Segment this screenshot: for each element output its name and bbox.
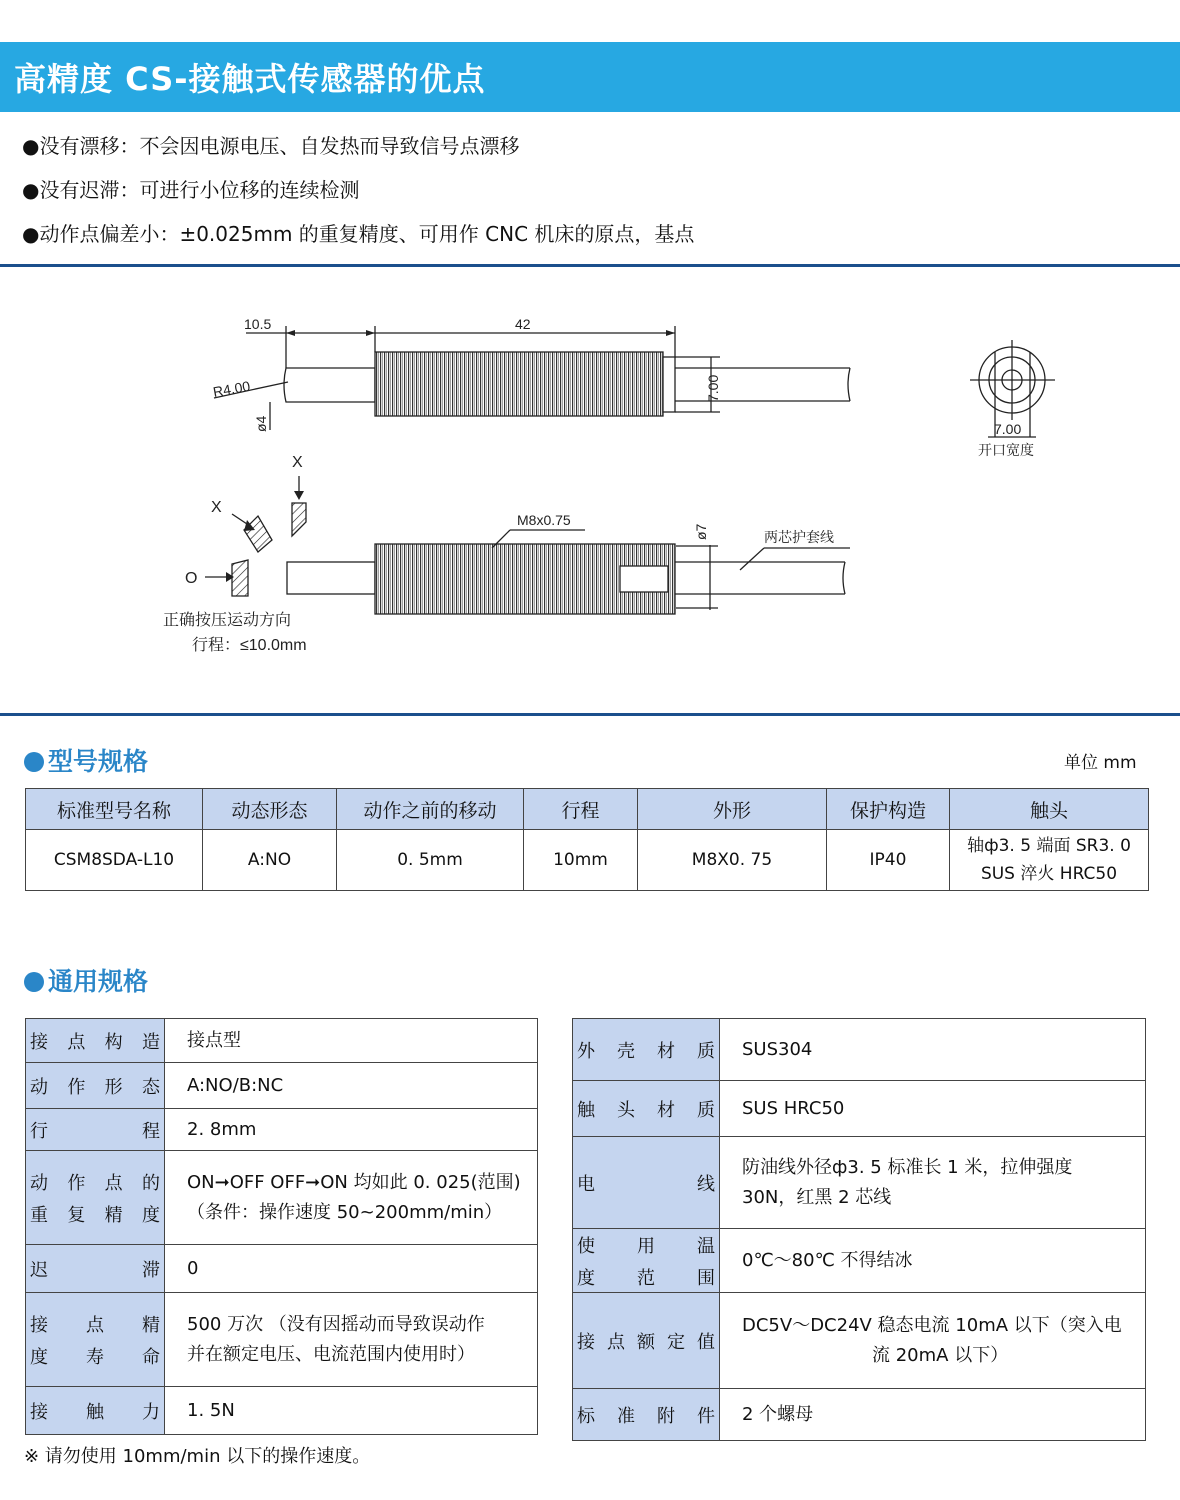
spec-label: 触 头 材 质 <box>577 1099 715 1121</box>
spec-label: 动 作 形 态 <box>30 1076 160 1098</box>
model-stroke: 10mm <box>524 830 638 891</box>
footnote: ※ 请勿使用 10mm/min 以下的操作速度。 <box>24 1446 371 1467</box>
spec-value: 接点型 <box>165 1019 538 1063</box>
spec-label: 行 程 <box>30 1120 160 1142</box>
o-mark: O <box>185 570 198 587</box>
divider-top <box>0 264 1180 267</box>
divider-middle <box>0 713 1180 716</box>
spec-label: 接 触 力 <box>30 1401 160 1423</box>
table-row <box>573 1389 1146 1441</box>
model-name: CSM8SDA-L10 <box>26 830 203 891</box>
table-header-row <box>26 789 1149 830</box>
model-shape: M8X0. 75 <box>638 830 827 891</box>
spec-value: ON➞OFF OFF➞ON 均如此 0. 025(范围) （条件：操作速度 50~200mm/min） <box>165 1151 538 1245</box>
dim-42: 42 <box>515 316 531 332</box>
bullet-icon <box>24 752 44 772</box>
section-title-model: 型号规格 <box>24 742 148 778</box>
spec-value: 0℃～80℃ 不得结冰 <box>720 1229 1146 1293</box>
spec-label: 标 准 附 件 <box>577 1405 715 1427</box>
spec-value: 2. 8mm <box>165 1109 538 1151</box>
advantage-no-hysteresis: ●没有迟滞：可进行小位移的连续检测 <box>22 178 360 202</box>
table-row <box>573 1137 1146 1229</box>
spec-label: 接 点 额 定 值 <box>577 1331 715 1353</box>
spec-label: 迟 滞 <box>30 1259 160 1281</box>
dim-r4: R4.00 <box>211 377 252 400</box>
table-row <box>573 1081 1146 1137</box>
dim-phi4: ø4 <box>253 415 269 432</box>
spec-value: 1. 5N <box>165 1387 538 1435</box>
spec-label: 接 点 精 度 寿 命 <box>26 1293 165 1387</box>
cable-label: 两芯护套线 <box>764 529 834 545</box>
technical-drawing <box>0 270 1180 710</box>
spec-label: 外 壳 材 质 <box>577 1040 715 1062</box>
table-row <box>26 1245 538 1293</box>
general-spec-right-table <box>572 1018 1146 1441</box>
bullet-icon <box>24 972 44 992</box>
dim-7: 7.00 <box>705 374 721 402</box>
spec-label: 接 点 构 造 <box>30 1031 160 1053</box>
spec-value: DC5V～DC24V 稳态电流 10mA 以下（突入电 流 20mA 以下） <box>720 1293 1146 1389</box>
model-tip: 轴ф3. 5 端面 SR3. 0 SUS 淬火 HRC50 <box>950 830 1149 891</box>
spec-label: 使 用 温 度 范 围 <box>573 1229 720 1293</box>
thread-label: M8x0.75 <box>517 512 571 528</box>
table-row <box>573 1229 1146 1293</box>
direction-label: 正确按压运动方向 <box>163 612 292 629</box>
col-header: 标准型号名称 <box>26 789 203 830</box>
table-row <box>26 1019 538 1063</box>
end-view-label: 开口宽度 <box>978 442 1034 458</box>
spec-value: A:NO/B:NC <box>165 1063 538 1109</box>
dim-10-5: 10.5 <box>244 316 272 332</box>
col-header: 动态形态 <box>203 789 337 830</box>
spec-value: 500 万次 （没有因摇动而导致误动作 并在额定电压、电流范围内使用时） <box>165 1293 538 1387</box>
col-header: 行程 <box>524 789 638 830</box>
model-form: A:NO <box>203 830 337 891</box>
table-row <box>573 1019 1146 1081</box>
spec-value: 0 <box>165 1245 538 1293</box>
end-view-dim: 7.00 <box>994 421 1022 437</box>
advantage-no-drift: ●没有漂移：不会因电源电压、自发热而导致信号点漂移 <box>22 134 520 158</box>
spec-value: SUS HRC50 <box>720 1081 1146 1137</box>
table-row <box>26 1109 538 1151</box>
x-mark-side: X <box>211 499 222 516</box>
dim-phi7: ø7 <box>693 523 709 540</box>
header-banner <box>0 42 1180 112</box>
model-pretravel: 0. 5mm <box>337 830 524 891</box>
section-title-general: 通用规格 <box>24 962 148 998</box>
x-mark-top: X <box>292 454 303 471</box>
spec-value: 防油线外径ф3. 5 标准长 1 米，拉伸强度 30N，红黑 2 芯线 <box>720 1137 1146 1229</box>
model-spec-table <box>25 788 1149 891</box>
advantage-small-deviation: ●动作点偏差小：±0.025mm 的重复精度、可用作 CNC 机床的原点，基点 <box>22 222 695 246</box>
page-title: 高精度 CS-接触式传感器的优点 <box>14 60 486 98</box>
spec-value: 2 个螺母 <box>720 1389 1146 1441</box>
spec-label: 电 线 <box>577 1173 715 1195</box>
col-header: 外形 <box>638 789 827 830</box>
table-row <box>26 1063 538 1109</box>
stroke-label: 行程：≤10.0mm <box>192 637 307 654</box>
table-row <box>26 830 1149 891</box>
model-protection: IP40 <box>827 830 950 891</box>
table-row <box>26 1293 538 1387</box>
table-row <box>573 1293 1146 1389</box>
col-header: 动作之前的移动 <box>337 789 524 830</box>
spec-value: SUS304 <box>720 1019 1146 1081</box>
unit-label: 单位 mm <box>1064 753 1137 773</box>
table-row <box>26 1387 538 1435</box>
table-row <box>26 1151 538 1245</box>
col-header: 触头 <box>950 789 1149 830</box>
col-header: 保护构造 <box>827 789 950 830</box>
spec-label: 动 作 点 的 重 复 精 度 <box>26 1151 165 1245</box>
general-spec-left-table <box>25 1018 538 1435</box>
